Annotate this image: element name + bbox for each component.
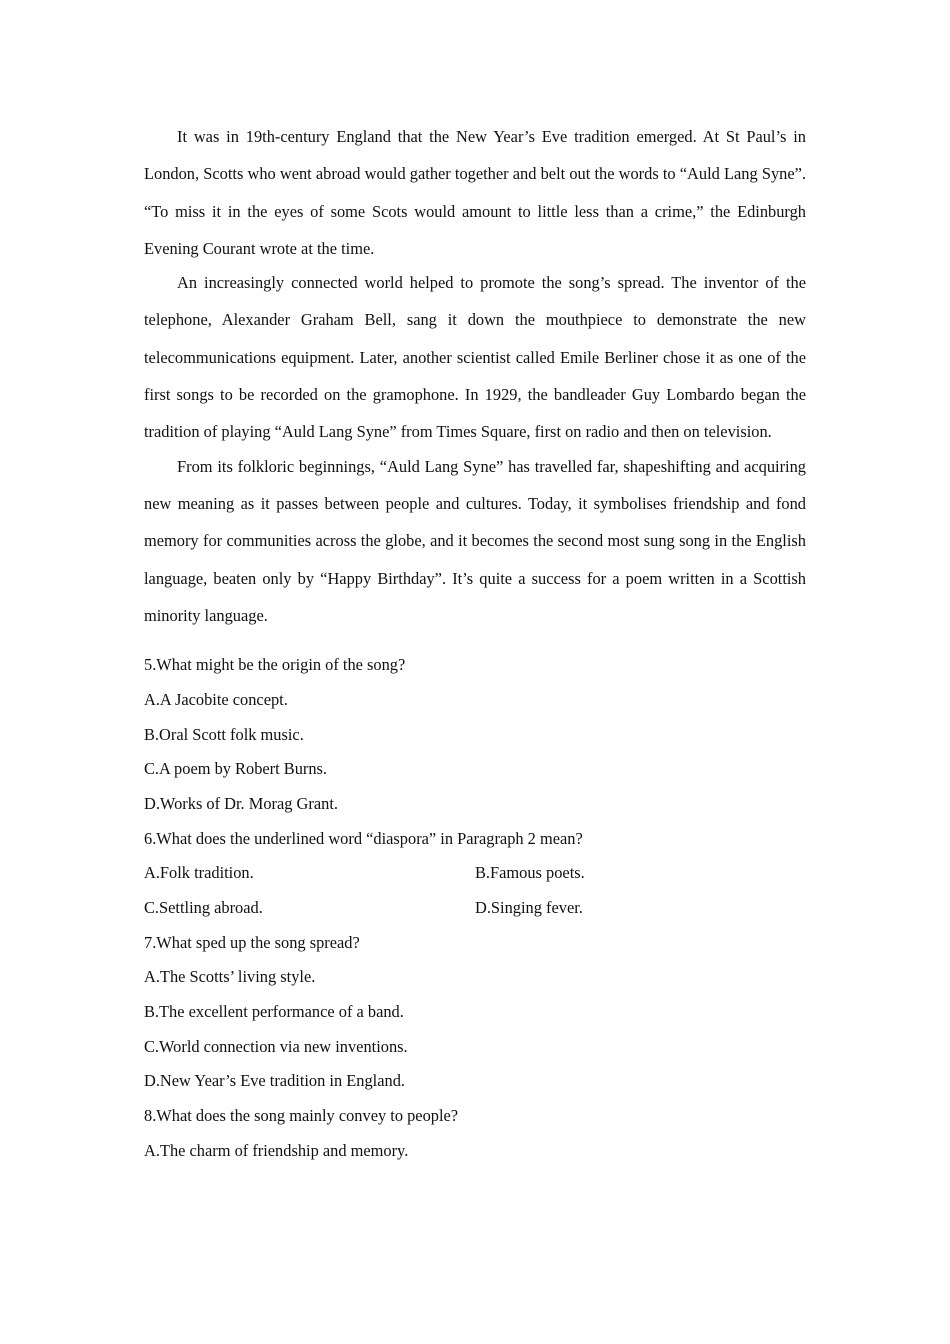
question-7-option-d: D.New Year’s Eve tradition in England. xyxy=(144,1071,405,1091)
question-5-option-c: C.A poem by Robert Burns. xyxy=(144,759,328,779)
question-7-option-c: C.World connection via new inventions. xyxy=(144,1036,408,1056)
question-6-options-row-2 xyxy=(144,891,806,926)
question-6-option-c: C.Settling abroad. xyxy=(144,897,263,917)
question-5-option-d: D.Works of Dr. Morag Grant. xyxy=(144,793,338,813)
question-6-options-row-1 xyxy=(144,856,806,891)
passage-paragraph-3: From its folkloric beginnings, “Auld Lang Syne” has travelled far, shapeshifting and acquiring new meaning as it passes between people and cultures. Today, it symbolises friendship and fond memory for communities across the globe, and it becomes the second most sung song in the English language, beaten only by “Happy Birthday”. It’s quite a success for a poem written in a Scottish minority language. xyxy=(144,456,806,625)
reading-passage xyxy=(144,118,806,634)
question-8-option-a: A.The charm of friendship and memory. xyxy=(144,1140,409,1160)
question-6-option-d: D.Singing fever. xyxy=(475,897,583,917)
passage-paragraph-2: An increasingly connected world helped to promote the song’s spread. The inventor of the telephone, Alexander Graham Bell, sang it down the mouthpiece to demonstrate the new telecommunications equipment. Later, another scientist called Emile Berliner chose it as one of the first songs to be recorded on the gramophone. In 1929, the bandleader Guy Lombardo began the tradition of playing “Auld Lang Syne” from Times Square, first on radio and then on television. xyxy=(144,273,806,442)
question-5-option-a: A.A Jacobite concept. xyxy=(144,689,288,709)
question-7-option-a: A.The Scotts’ living style. xyxy=(144,967,316,987)
question-6-option-b: B.Famous poets. xyxy=(475,863,585,883)
question-5-stem: 5.What might be the origin of the song? xyxy=(144,655,406,675)
question-6-option-a: A.Folk tradition. xyxy=(144,863,254,883)
passage-paragraph-1: It was in 19th-century England that the New Year’s Eve tradition emerged. At St Paul’s in London, Scotts who went abroad would gather together and belt out the words to “Auld Lang Syne”. “To miss it in the eyes of some Scots would amount to little less than a crime,” the Edinburgh Evening Courant wrote at the time. xyxy=(144,127,806,258)
question-7-option-b: B.The excellent performance of a band. xyxy=(144,1002,404,1022)
document-page xyxy=(144,118,806,1168)
question-6-stem: 6.What does the underlined word “diaspora” in Paragraph 2 mean? xyxy=(144,828,583,848)
question-5-option-b: B.Oral Scott folk music. xyxy=(144,724,304,744)
question-8-stem: 8.What does the song mainly convey to people? xyxy=(144,1106,459,1126)
question-list xyxy=(144,648,806,1168)
question-7-stem: 7.What sped up the song spread? xyxy=(144,932,360,952)
